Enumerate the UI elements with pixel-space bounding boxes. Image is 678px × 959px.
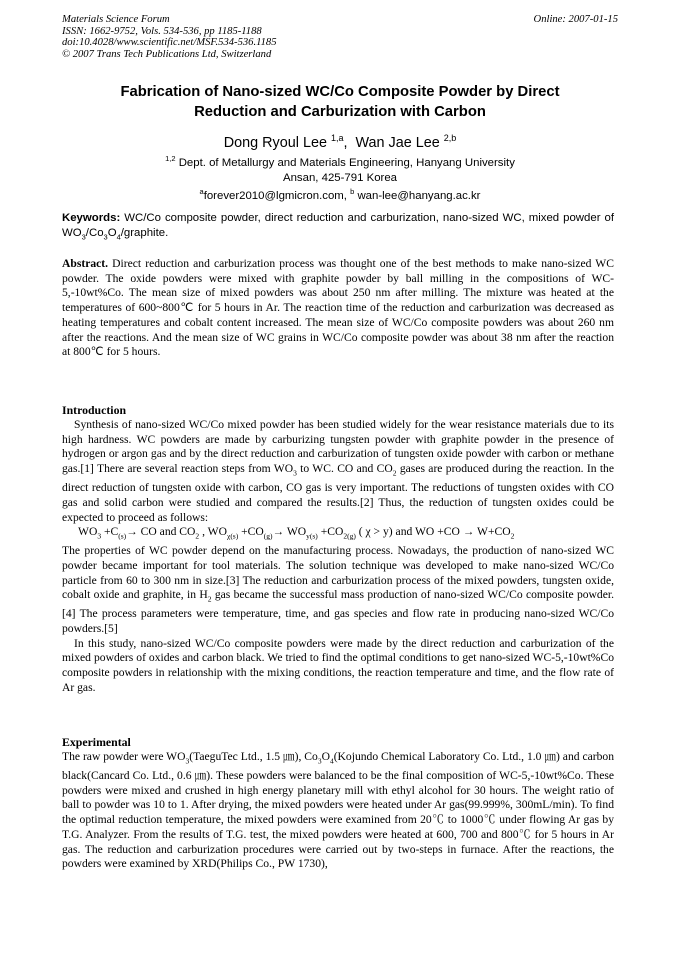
introduction-body — [62, 418, 614, 696]
eq-part-6: → WO — [272, 525, 307, 539]
online-date: Online: 2007-01-15 — [533, 14, 618, 25]
intro-p1-c: gases are produced during the reaction. In the direct reduction of tungsten oxide with carbon, CO gas is very important. The reductions of tungsten oxides with CO gas and solid carbon were studied and compared the results.[2] Thus, the reduction of tungsten oxides could be expected to proceed as follows: — [62, 462, 615, 524]
keywords-sub-2: 3 — [103, 231, 108, 241]
experimental-heading: Experimental — [62, 735, 131, 749]
introduction-heading: Introduction — [62, 403, 127, 417]
author-separator: , — [343, 134, 348, 151]
intro-paragraph-2 — [62, 544, 614, 637]
affiliation-dept — [62, 152, 618, 171]
title-line-1: Fabrication of Nano-sized WC/Co Composite Powder by Direct — [120, 84, 560, 100]
keywords-label: Keywords: — [62, 212, 121, 224]
author-2: Wan Jae Lee — [355, 134, 440, 151]
eq-part-5: +CO — [238, 525, 264, 539]
email-b-sup: b — [350, 187, 355, 197]
paper-title — [62, 82, 618, 122]
email-a-sup: a — [199, 187, 204, 197]
keywords — [62, 211, 614, 244]
abstract-label: Abstract. — [62, 257, 109, 270]
keywords-text-1: WC/Co composite powder, direct reduction and carburization, nano-sized WC, mixed powder of WO — [62, 212, 614, 239]
issn-line: ISSN: 1662-9752, Vols. 534-536, pp 1185-1188 — [62, 25, 262, 37]
author-2-affil: 2,b — [443, 133, 457, 143]
abstract — [62, 257, 614, 360]
affiliation-dept-text: Dept. of Metallurgy and Materials Engineering, Hanyang University — [178, 156, 515, 169]
eq-sub-5: (g) — [263, 531, 273, 541]
journal-header — [62, 14, 618, 60]
exp-sub-1: 3 — [185, 756, 190, 766]
doi-line: doi:10.4028/www.scientific.net/MSF.534-536.1185 — [62, 37, 277, 49]
email-a[interactable]: forever2010@lgmicron.com, — [203, 190, 347, 203]
intro-p2-sub: 2 — [207, 594, 212, 604]
exp-text-1: The raw powder were WO — [62, 750, 186, 763]
email-b[interactable]: wan-lee@hanyang.ac.kr — [357, 190, 481, 203]
intro-p1-a: Synthesis of nano-sized WC/Co mixed powder has been studied widely for the wear resistance materials due to its high hardness. WC powders are made by carburizing tungsten powder with graphite powder in the presence of hydrogen or argon gas and by the direct reduction and carburization of tungsten oxide powder with carbon or methane gas.[1] There are several reaction steps from WO — [62, 418, 614, 476]
author-1: Dong Ryoul Lee — [223, 134, 327, 151]
intro-paragraph-1 — [62, 418, 614, 525]
keywords-text-2: /Co — [85, 226, 104, 239]
intro-p2-a: The properties of WC powder depend on the manufacturing process. Nowadays, the production of nano-sized WC powder became important for tool materials. The solution technique was developed to make nano-sized WC/Co particle from 60 to 300 nm in size.[3] The reduction and carburization process of the mixed powders, tungsten oxide, cobalt oxide and graphite, in H — [62, 544, 614, 602]
affiliation-emails — [62, 185, 618, 204]
eq-part-1: WO — [78, 525, 98, 539]
intro-p1-sub1: 3 — [293, 468, 297, 478]
eq-sub-6: y(s) — [306, 531, 318, 541]
eq-part-8: ( χ > y) and WO +CO → W+CO — [355, 525, 511, 539]
affiliation-block — [62, 152, 618, 204]
eq-sub-8: 2 — [510, 531, 515, 541]
affiliation-sup: 1,2 — [165, 154, 176, 163]
exp-sub-2: 3 — [317, 756, 322, 766]
eq-sub-3: 2 — [195, 531, 200, 541]
abstract-text: Direct reduction and carburization process was thought one of the best methods to make nano-sized WC powder. The oxide powders were mixed with graphite powder by ball milling in the compositions of WC-5,-10wt%Co. The mean size of mixed powders was about 250 nm after milling. The mixture was heated at the temperatures of 600~800℃ for 5 hours in Ar. The reaction time of the reduction and carburization was decreased as heating temperatures and cobalt content increased. The mean size of WC/Co composite powders was about 260 nm after the reactions. And the mean size of WC grains in WC/Co composite powder was about 38 nm after the reaction at 800℃ for 5 hours. — [62, 257, 614, 359]
eq-sub-7: 2(g) — [343, 531, 356, 541]
eq-part-4: , WO — [199, 525, 227, 539]
experimental-body — [62, 750, 614, 872]
eq-part-7: +CO — [317, 525, 344, 539]
author-1-affil: 1,a — [330, 133, 344, 143]
eq-part-2: +C — [101, 525, 119, 539]
title-line-2: Reduction and Carburization with Carbon — [194, 104, 486, 120]
author-list — [62, 128, 618, 153]
exp-text-4: (Kojundo Chemical Laboratory Co. Ltd., 1.0 ㎛) and carbon black(Cancard Co. Ltd., 0.6 ㎛). These powders were balanced to be the final composition of WC-5,-10wt%Co. These powders were mixed and crushed in high energy planetary mill with ethyl alcohol for 30 hours. The weight ratio of ball to powder was 10 to 1. After drying, the mixed powders were heated under Ar gas(99.999%, 300mL/min). To find the optimal reduction temperature, the mixed powders were examined from 20℃ to 1000℃ under flowing Ar gas by T.G. Analyzer. From the results of T.G. test, the mixed powders were heated at 600, 700 and 800℃ for 5 hours in Ar gas. The reduction and carburization procedures were carried out by two-steps in furnace. After the reactions, the powders were examined by XRD(Philips Co., PW 1730), — [62, 750, 614, 871]
eq-part-3: → CO and CO — [126, 525, 196, 539]
keywords-text-3: O — [107, 226, 117, 239]
affiliation-city: Ansan, 425-791 Korea — [283, 171, 397, 184]
exp-text-3: O — [321, 750, 330, 763]
copyright-line: © 2007 Trans Tech Publications Ltd, Switzerland — [62, 48, 272, 60]
eq-sub-1: 3 — [97, 531, 102, 541]
experimental-paragraph — [62, 750, 614, 872]
keywords-text-4: /graphite. — [120, 226, 169, 239]
eq-sub-4: χ(s) — [226, 531, 239, 541]
intro-p2-b: gas became the successful mass production of nano-sized WC/Co composite powder.[4] The process parameters were temperature, time, and gas species and flow rate in producing nano-sized WC/Co powders.[5] — [62, 588, 614, 636]
exp-text-2: (TaeguTec Ltd., 1.5 ㎛), Co — [189, 750, 318, 763]
intro-p1-sub2: 2 — [392, 468, 397, 478]
exp-sub-3: 4 — [329, 756, 334, 766]
reaction-equation — [62, 525, 614, 544]
intro-paragraph-3: In this study, nano-sized WC/Co composite powders were made by the direct reduction and carburization of the mixed powders of oxides and carbon black. We tried to find the optimal conditions to get nano-sized WC-5,-10wt%Co composite powders in relationship with the mixing conditions, the reaction temperature and time, and the flow rate of Ar gas. — [62, 636, 614, 694]
journal-name: Materials Science Forum — [62, 14, 170, 25]
eq-sub-2: (s) — [118, 531, 127, 541]
intro-p1-b: to WC. CO and CO — [296, 462, 393, 476]
keywords-sub-3: 4 — [116, 231, 121, 241]
keywords-sub-1: 3 — [81, 231, 86, 241]
